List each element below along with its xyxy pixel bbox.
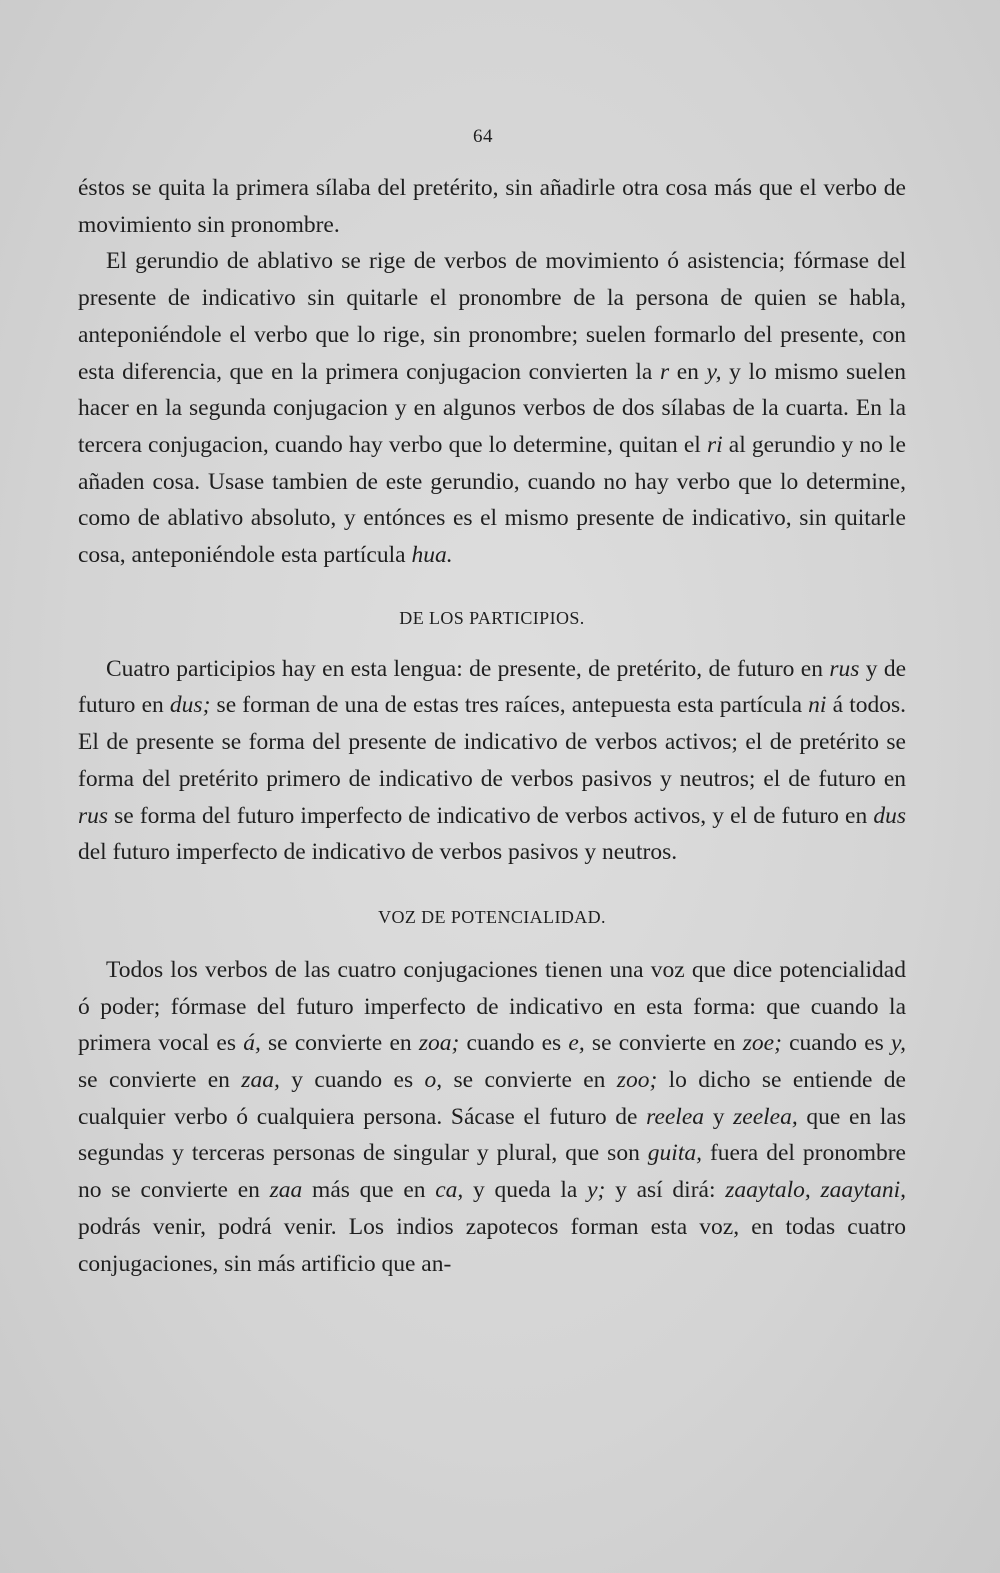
text-run: El gerundio de ablativo se rige de verbos de movimiento ó asistencia; fórmase del presente de indicativo sin quitarle el pronombre de la persona de quien se habla, anteponiéndole el verbo que lo rige, sin pronombre; suelen formarlo del presente, con esta diferencia, que en la primera conjugacion convierten la — [78, 248, 906, 385]
text-run: que en las segundas y terceras personas de singular y plural, que son — [78, 1103, 907, 1167]
paragraph-gerundio — [78, 243, 906, 573]
italic-term: y, — [706, 358, 722, 385]
italic-term: zoe; — [742, 1030, 782, 1057]
italic-term: zeelea, — [733, 1103, 798, 1130]
text-run: se forma del futuro imperfecto de indicativo de verbos activos, y el de futuro en — [108, 802, 874, 829]
paragraph-participios — [78, 651, 906, 871]
text-run: se convierte en — [442, 1067, 617, 1094]
italic-term: y; — [587, 1177, 606, 1204]
text-run: del futuro imperfecto de indicativo de verbos pasivos y neutros. — [78, 839, 678, 866]
italic-term: zoa; — [418, 1030, 460, 1057]
italic-term: r — [659, 358, 670, 385]
italic-term: dus — [873, 802, 906, 829]
section-heading-potencialidad: VOZ DE POTENCIALIDAD. — [378, 906, 606, 927]
italic-term: reelea — [646, 1103, 705, 1130]
text-run: más que en — [302, 1177, 436, 1204]
italic-term: y, — [890, 1030, 906, 1057]
text-run: Cuatro participios hay en esta lengua: de presente, de pretérito, de futuro en — [106, 655, 830, 682]
italic-term: zaa — [269, 1177, 303, 1204]
italic-term: dus; — [169, 692, 211, 719]
italic-term: zoo; — [616, 1067, 658, 1094]
italic-term: e, — [568, 1030, 585, 1057]
italic-term: ri — [706, 431, 723, 458]
text-run: cuando es — [459, 1030, 569, 1057]
italic-term: guita, — [647, 1140, 702, 1167]
text-run: cuando es — [781, 1030, 891, 1057]
italic-term: ni — [808, 692, 827, 719]
text-run: podrás venir, podrá venir. Los indios zapotecos forman esta voz, en todas cuatro conjugaciones, sin más artificio que an- — [78, 1213, 906, 1277]
text-run: y lo mismo suelen hacer en la segunda conjugacion y en algunos verbos de dos sílabas de la cuarta. En la tercera conjugacion, cuando hay verbo que lo determine, quitan el — [78, 358, 907, 458]
italic-term: hua. — [411, 542, 453, 569]
text-run: y cuando es — [279, 1067, 425, 1094]
text-run: en — [669, 358, 707, 385]
text-run: y así dirá: — [605, 1177, 726, 1204]
body-text — [78, 170, 906, 1282]
page-number: 64 — [473, 126, 493, 147]
text-run: se convierte en — [584, 1030, 743, 1057]
text-run: y — [704, 1103, 734, 1130]
paragraph-continuation: éstos se quita la primera sílaba del pretérito, sin añadirle otra cosa más que el verbo de movimiento sin pronombre. — [78, 175, 906, 238]
text-run: Todos los verbos de las cuatro conjugaciones tienen una voz que dice potencialidad ó poder; fórmase del futuro imperfecto de indicativo en esta forma: que cuando la primera vocal es — [78, 956, 906, 1057]
text-run: se forman de una de estas tres raíces, antepuesta esta partícula — [210, 692, 809, 719]
italic-term: rus — [78, 802, 109, 829]
italic-term: á, — [243, 1030, 261, 1057]
text-run: y queda la — [463, 1177, 588, 1204]
text-run: se convierte en — [260, 1030, 419, 1057]
italic-term: zaaytalo, zaaytani, — [725, 1177, 907, 1204]
text-run: se convierte en — [78, 1067, 242, 1094]
text-run: fuera del pronombre no se convierte en — [78, 1140, 906, 1204]
text-run: al gerundio y no le añaden cosa. Usase tambien de este gerundio, cuando no hay verbo que lo determine, como de ablativo absoluto, y entónces es el mismo presente de indicativo, sin quitarle cosa, anteponiéndole esta partícula — [78, 431, 906, 569]
italic-term: ca, — [435, 1177, 464, 1204]
text-run: á todos. El de presente se forma del presente de indicativo de verbos activos; el de pretérito se forma del pretérito primero de indicativo de verbos pasivos y neutros; el de futuro en — [78, 692, 906, 792]
italic-term: rus — [829, 655, 860, 682]
text-run: lo dicho se entiende de cualquier verbo ó cualquiera persona. Sácase el futuro de — [78, 1067, 906, 1130]
italic-term: zaa, — [241, 1067, 280, 1094]
text-run: y de futuro en — [78, 655, 907, 719]
section-heading-participios: DE LOS PARTICIPIOS. — [399, 607, 585, 628]
italic-term: o, — [424, 1067, 443, 1094]
paragraph-potencialidad — [78, 952, 906, 1282]
